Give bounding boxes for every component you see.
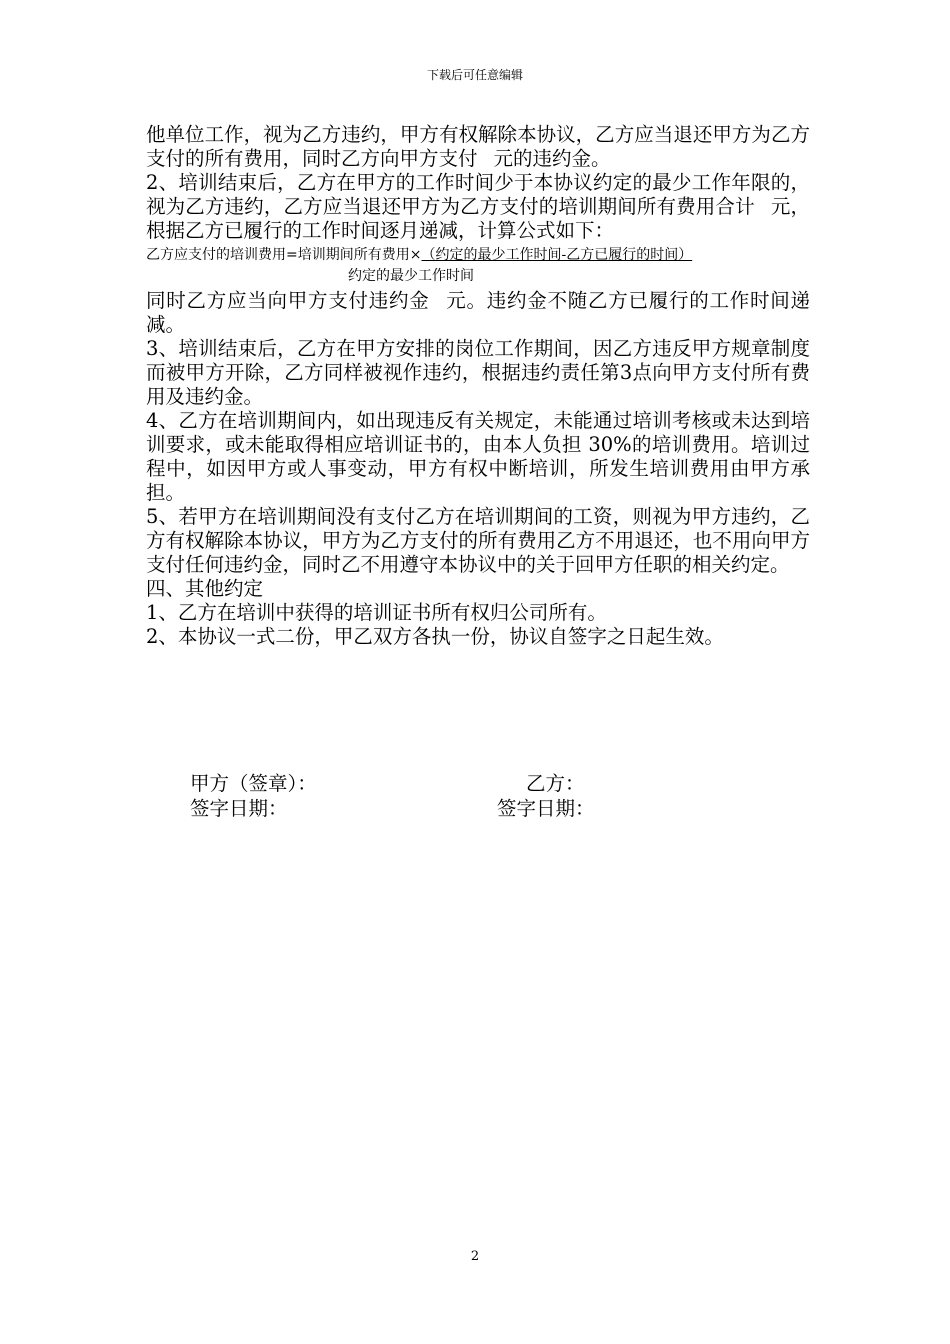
- party-b-date-label: 签字日期：: [497, 797, 595, 820]
- paragraph-text: 同时乙方应当向甲方支付违约金: [146, 289, 430, 312]
- page-number: 2: [470, 1249, 480, 1264]
- section-title: 四、其他约定: [146, 577, 264, 600]
- party-a-signature-label: 甲方（签章）：: [190, 772, 317, 795]
- penalty-paragraph: [146, 289, 810, 337]
- party-b-signature-label: 乙方：: [526, 772, 585, 795]
- page-header: 下载后可任意编辑: [426, 68, 523, 82]
- clause-5: 5、若甲方在培训期间没有支付乙方在培训期间的工资，则视为甲方违约，乙方有权解除本协议，甲方为乙方支付的所有费用乙方不用退还，也不用向甲方支付任何违约金，同时乙不用遵守本协议中的关于回甲方任职的相关约定。: [146, 505, 810, 576]
- other-clause-1: 1、乙方在培训中获得的培训证书所有权归公司所有。: [146, 601, 607, 624]
- clause-3: 3、培训结束后，乙方在甲方安排的岗位工作期间，因乙方违反甲方规章制度而被甲方开除，乙方同样被视作违约，根据违约责任第3点向甲方支付所有费用及违约金。: [146, 337, 810, 408]
- paragraph-text: 元的违约金。: [493, 147, 611, 170]
- formula-lhs: 乙方应支付的培训费用=培训期间所有费用×: [146, 247, 422, 263]
- formula-numerator: （约定的最少工作时间-乙方已履行的时间）: [421, 247, 693, 263]
- clause-text: 元，根据乙方已履行的工作时间逐月递减，计算公式如下：: [146, 195, 810, 242]
- paragraph-text: 他单位工作，视为乙方违约，甲方有权解除本协议，乙方应当退还甲方为乙方支付的所有费用，同时乙方向甲方支付: [146, 123, 810, 170]
- paragraph-text: 元。违约金不随乙方已履行的工作时间递减。: [146, 289, 810, 336]
- other-clause-2: 2、本协议一式二份，甲乙双方各执一份，协议自签字之日起生效。: [146, 625, 724, 648]
- paragraph-continuation: [146, 123, 810, 171]
- document-body: [146, 123, 810, 649]
- clause-text: 2、培训结束后，乙方在甲方的工作时间少于本协议约定的最少工作年限的，视为乙方违约，乙方应当退还甲方为乙方支付的培训期间所有费用合计: [146, 171, 810, 218]
- formula-denominator: 约定的最少工作时间: [348, 268, 474, 284]
- fee-formula: [146, 245, 810, 265]
- clause-2: [146, 171, 810, 243]
- clause-4: 4、乙方在培训期间内，如出现违反有关规定，未能通过培训考核或未达到培训要求，或未能取得相应培训证书的，由本人负担 30%的培训费用。培训过程中，如因甲方或人事变动，甲方有权中断培训，所发生培训费用由甲方承担。: [146, 409, 810, 504]
- party-a-date-label: 签字日期：: [190, 797, 288, 820]
